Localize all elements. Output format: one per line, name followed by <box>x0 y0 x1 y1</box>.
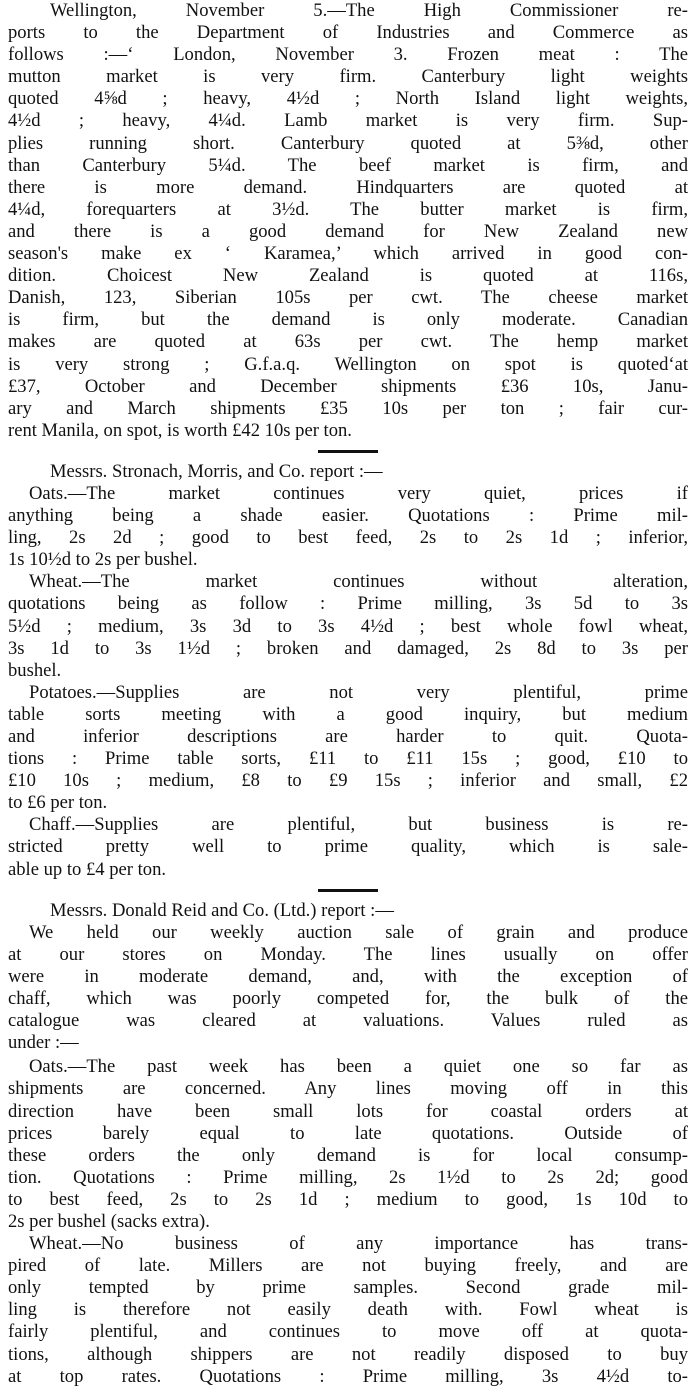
text-line: Oats.—The past week has been a quiet one so far as <box>29 1056 688 1078</box>
text-line: chaff, which was poorly competed for, the bulk of the <box>8 988 688 1010</box>
text-line: Wheat.—The market continues without alteration, <box>29 571 688 593</box>
text-line: able up to £4 per ton. <box>8 858 167 880</box>
text-line: anything being a shade easier. Quotations : Prime mil- <box>8 505 688 527</box>
section-divider <box>318 889 378 892</box>
text-line: and there is a good demand for New Zealand new <box>8 220 688 242</box>
text-line: than Canterbury 5¼d. The beef market is firm, and <box>8 154 688 176</box>
text-line: 2s per bushel (sacks extra). <box>8 1210 210 1232</box>
text-line: is firm, but the demand is only moderate. Canadian <box>8 309 688 331</box>
text-line: 4½d ; heavy, 4¼d. Lamb market is very firm. Sup- <box>8 110 688 132</box>
text-line: bushel. <box>8 659 62 681</box>
text-line: catalogue was cleared at valuations. Values ruled as <box>8 1010 688 1032</box>
text-line: Potatoes.—Supplies are not very plentiful, prime <box>29 681 688 703</box>
text-line: rent Manila, on spot, is worth £42 10s per ton. <box>8 419 352 441</box>
text-line: plies running short. Canterbury quoted at 5⅜d, other <box>8 132 688 154</box>
text-line: mutton market is very firm. Canterbury light weights <box>8 66 688 88</box>
text-line: stricted pretty well to prime quality, which is sale- <box>8 836 688 858</box>
text-line: ling, 2s 2d ; good to best feed, 2s to 2s 1d ; inferior, <box>8 527 688 549</box>
article-heading: Messrs. Donald Reid and Co. (Ltd.) report :— <box>50 899 394 921</box>
text-line: Wheat.—No business of any importance has trans- <box>29 1233 688 1255</box>
text-line: £37, October and December shipments £36 10s, Janu- <box>8 375 688 397</box>
article-stronach-report <box>8 461 688 881</box>
text-line: tions : Prime table sorts, £11 to £11 15s ; good, £10 to <box>8 748 688 770</box>
text-line: Danish, 123, Siberian 105s per cwt. The cheese market <box>8 287 688 309</box>
text-line: is very strong ; G.f.a.q. Wellington on spot is quoted‘at <box>8 353 688 375</box>
text-line: and inferior descriptions are harder to quit. Quota- <box>8 726 688 747</box>
text-line: We held our weekly auction sale of grain and produce <box>29 921 688 943</box>
text-line: were in moderate demand, and, with the exception of <box>8 965 688 987</box>
text-line: direction have been small lots for coastal orders at <box>8 1100 688 1122</box>
text-line: tions, although shippers are not readily disposed to buy <box>8 1343 688 1365</box>
article-heading: Messrs. Stronach, Morris, and Co. report :— <box>50 460 383 482</box>
text-line: Wellington, November 5.—The High Commissioner re- <box>50 0 688 21</box>
text-line: £10 10s ; medium, £8 to £9 15s ; inferior and small, £2 <box>8 770 688 792</box>
article-donald-reid-report <box>8 900 688 1388</box>
text-line: dition. Choicest New Zealand is quoted at 116s, <box>8 265 688 287</box>
text-line: 5½d ; medium, 3s 3d to 3s 4½d ; best whole fowl wheat, <box>8 615 688 637</box>
text-line: ports to the Department of Industries and Commerce as <box>8 22 688 44</box>
text-line: only tempted by prime samples. Second grade mil- <box>8 1277 688 1299</box>
section-divider <box>318 450 378 453</box>
newspaper-column <box>8 0 688 1388</box>
text-line: prices barely equal to late quotations. Outside of <box>8 1122 688 1144</box>
text-line: these orders the only demand is for local consump- <box>8 1144 688 1166</box>
text-line: 3s 1d to 3s 1½d ; broken and damaged, 2s 8d to 3s per <box>8 637 688 659</box>
text-line: quotations being as follow : Prime milling, 3s 5d to 3s <box>8 593 688 615</box>
text-line: ary and March shipments £35 10s per ton ; fair cur- <box>8 397 688 419</box>
text-line: to £6 per ton. <box>8 792 108 814</box>
text-line: table sorts meeting with a good inquiry, but medium <box>8 703 688 725</box>
text-line: at our stores on Monday. The lines usually on offer <box>8 943 688 965</box>
article-commissioner-report <box>8 0 688 442</box>
text-line: makes are quoted at 63s per cwt. The hemp market <box>8 331 688 353</box>
text-line: Chaff.—Supplies are plentiful, but business is re- <box>29 814 688 836</box>
text-line: there is more demand. Hindquarters are quoted at <box>8 176 688 198</box>
text-line: 1s 10½d to 2s per bushel. <box>8 549 198 571</box>
text-line: to best feed, 2s to 2s 1d ; medium to good, 1s 10d to <box>8 1188 688 1210</box>
text-line: 4¼d, forequarters at 3½d. The butter market is firm, <box>8 198 688 220</box>
text-line: season's make ex ‘ Karamea,’ which arrived in good con- <box>8 243 688 265</box>
text-line: ling is therefore not easily death with. Fowl wheat is <box>8 1299 688 1321</box>
text-line: follows :—‘ London, November 3. Frozen meat : The <box>8 44 688 66</box>
text-line: quoted 4⅝d ; heavy, 4½d ; North Island light weights, <box>8 88 688 110</box>
text-line: fairly plentiful, and continues to move off at quota- <box>8 1321 688 1343</box>
text-line: tion. Quotations : Prime milling, 2s 1½d to 2s 2d; good <box>8 1166 688 1188</box>
text-line: Oats.—The market continues very quiet, prices if <box>29 482 688 504</box>
text-line: at top rates. Quotations : Prime milling, 3s 4½d to- <box>8 1365 688 1387</box>
text-line: shipments are concerned. Any lines moving off in this <box>8 1078 688 1100</box>
text-line: under :— <box>8 1032 79 1054</box>
text-line: pired of late. Millers are not buying freely, and are <box>8 1255 688 1277</box>
